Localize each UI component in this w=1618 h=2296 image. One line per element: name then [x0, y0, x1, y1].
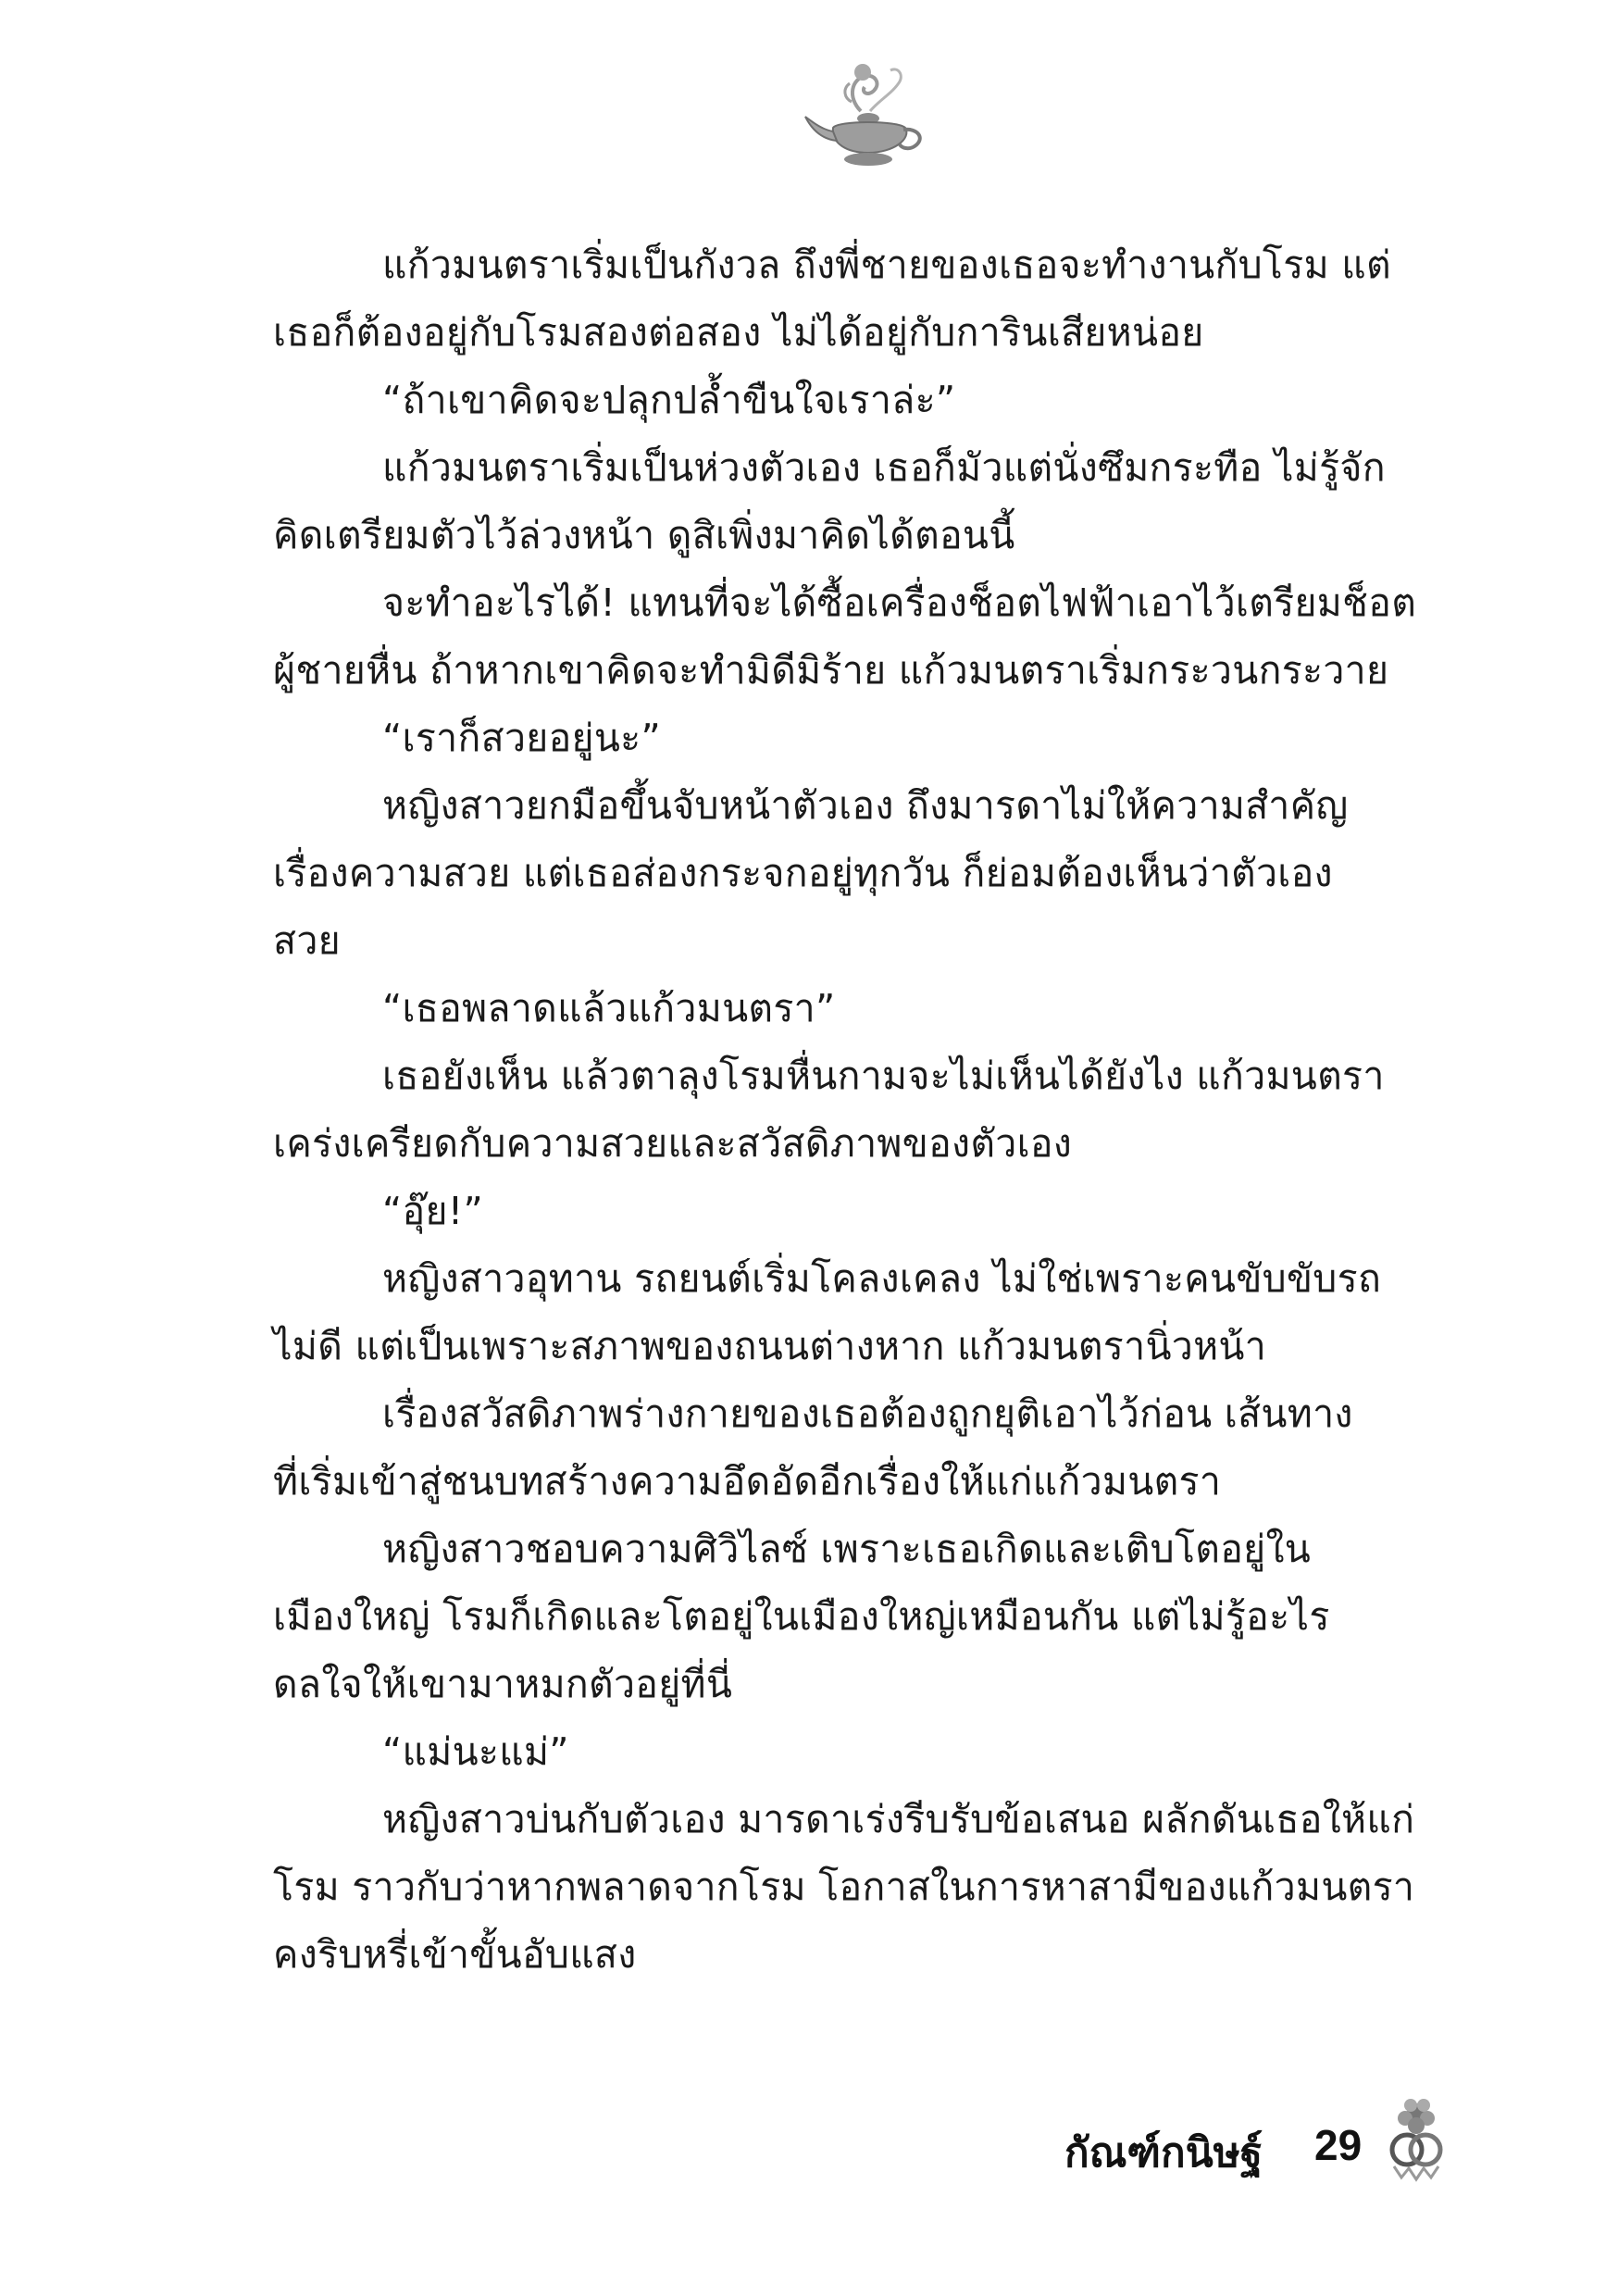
text-line: “เธอพลาดแล้วแก้วมนตรา” [382, 986, 836, 1030]
text-line: เมืองใหญ่ โรมก็เกิดและโตอยู่ในเมืองใหญ่เหมือนกัน แต่ไม่รู้อะไร [273, 1594, 1330, 1639]
text-line: “อุ๊ย!” [382, 1189, 484, 1233]
text-line: “เราก็สวยอยู่นะ” [382, 716, 662, 760]
text-line: คงริบหรี่เข้าขั้นอับแสง [273, 1932, 637, 1977]
text-line: คิดเตรียมตัวไว้ล่วงหน้า ดูสิเพิ่งมาคิดได้ตอนนี้ [273, 513, 1015, 557]
text-line: หญิงสาวยกมือขึ้นจับหน้าตัวเอง ถึงมารดาไม่ให้ความสำคัญ [382, 783, 1349, 828]
text-line: เคร่งเครียดกับความสวยและสวัสดิภาพของตัวเอง [273, 1121, 1073, 1166]
text-line: โรม ราวกับว่าหากพลาดจากโรม โอกาสในการหาสามีของแก้วมนตรา [273, 1865, 1415, 1909]
wedding-rings-icon [1379, 2092, 1453, 2185]
footer-book-title: กัณฑ์กนิษฐ์ [1064, 2129, 1263, 2177]
body-text [273, 231, 1467, 1989]
text-line: แก้วมนตราเริ่มเป็นกังวล ถึงพี่ชายของเธอจะทำงานกับโรม แต่ [382, 243, 1391, 287]
text-line: แก้วมนตราเริ่มเป็นห่วงตัวเอง เธอก็มัวแต่นั่งซึมกระทือ ไม่รู้จัก [382, 445, 1386, 490]
text-line: เธอก็ต้องอยู่กับโรมสองต่อสอง ไม่ได้อยู่กับการินเสียหน่อย [273, 310, 1204, 355]
footer [1064, 2092, 1490, 2194]
text-line: เรื่องสวัสดิภาพร่างกายของเธอต้องถูกยุติเอาไว้ก่อน เส้นทาง [382, 1391, 1353, 1436]
text-line: ที่เริ่มเข้าสู่ชนบทสร้างความอึดอัดอีกเรื่องให้แก่แก้วมนตรา [273, 1459, 1222, 1504]
text-line: จะทำอะไรได้! แทนที่จะได้ซื้อเครื่องช็อตไฟฟ้าเอาไว้เตรียมช็อต [382, 580, 1417, 625]
text-line: หญิงสาวชอบความศิวิไลซ์ เพราะเธอเกิดและเติบโตอยู่ใน [382, 1527, 1312, 1571]
text-line: ดลใจให้เขามาหมกตัวอยู่ที่นี่ [273, 1662, 733, 1706]
top-ornament [796, 56, 935, 176]
text-line: “ถ้าเขาคิดจะปลุกปล้ำขืนใจเราล่ะ” [382, 378, 956, 422]
genie-lamp-icon [796, 56, 935, 176]
text-line: ไม่ดี แต่เป็นเพราะสภาพของถนนต่างหาก แก้วมนตรานิ่วหน้า [273, 1324, 1267, 1368]
text-line: หญิงสาวบ่นกับตัวเอง มารดาเร่งรีบรับข้อเสนอ ผลักดันเธอให้แก่ [382, 1797, 1415, 1841]
text-line: สวย [273, 918, 341, 963]
text-line: หญิงสาวอุทาน รถยนต์เริ่มโคลงเคลง ไม่ใช่เพราะคนขับขับรถ [382, 1256, 1382, 1301]
text-line: ผู้ชายหื่น ถ้าหากเขาคิดจะทำมิดีมิร้าย แก้วมนตราเริ่มกระวนกระวาย [273, 648, 1389, 693]
text-line: เรื่องความสวย แต่เธอส่องกระจกอยู่ทุกวัน ก็ย่อมต้องเห็นว่าตัวเอง [273, 851, 1333, 895]
page-number: 29 [1314, 2121, 1363, 2169]
text-line: เธอยังเห็น แล้วตาลุงโรมหื่นกามจะไม่เห็นได้ยังไง แก้วมนตรา [382, 1054, 1385, 1098]
text-line: “แม่นะแม่” [382, 1729, 569, 1774]
